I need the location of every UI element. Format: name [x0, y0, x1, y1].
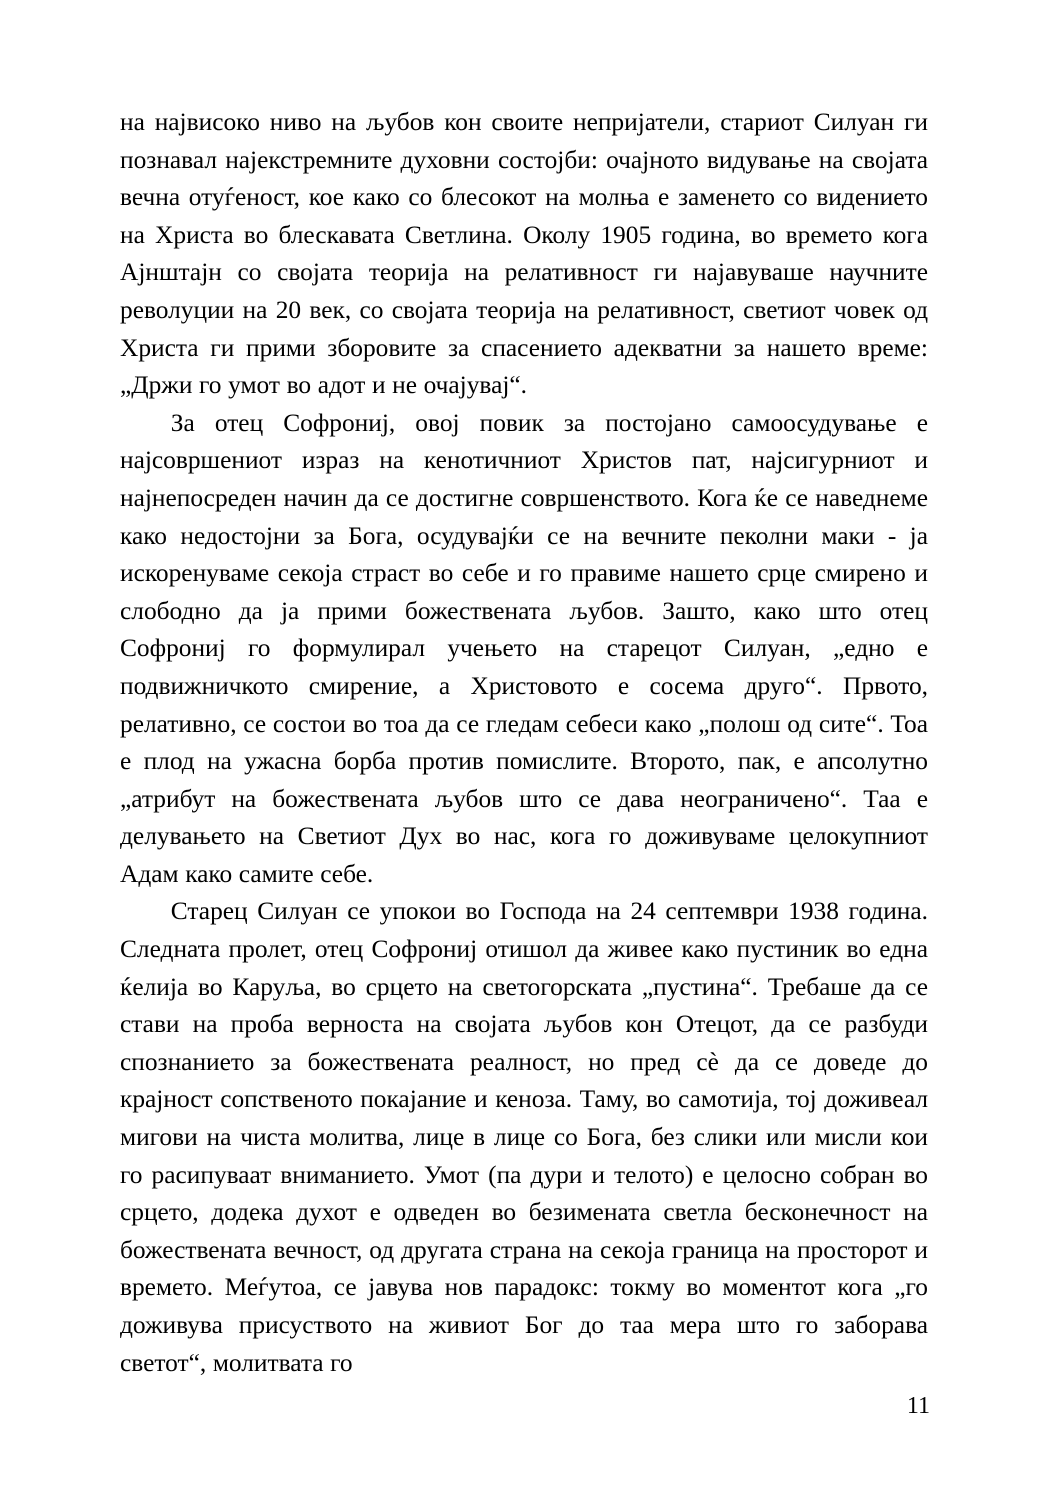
paragraph-1: на највисоко ниво на љубов кон своите непријатели, стариот Силуан ги познавал најекстремните духовни состојби: очајното видување на својата вечна отуѓеност, кое како со блесокот на молња е заменето со видението на Христа во блескавата Светлина. Околу 1905 година, во времето кога Ајнштајн со својата теорија на релативност ги најавуваше научните револуции на 20 век, со својата теорија на релативност, светиот човек од Христа ги прими зборовите за спасението адекватни за нашето време: „Држи го умот во адот и не очајувај“.: [120, 108, 928, 400]
paragraph-3: Старец Силуан се упокои во Господа на 24 септември 1938 година. Следната пролет, отец Софрониј отишол да живее како пустиник во една ќелија во Каруља, во срцето на светогорската „пустина“. Требаше да се стави на проба верноста на својата љубов кон Отецот, да се разбуди спознанието за божествената реалност, но пред сѐ да се доведе до крајност сопственото покајание и кеноза. Таму, во самотија, тој доживеал мигови на чиста молитва, лице в лице со Бога, без слики или мисли кои го расипуваат вниманието. Умот (па дури и телото) е целосно собран во срцето, додека духот е одведен во безимената светла бесконечност на божествената вечност, од другата страна на секоја граница на просторот и времето. Меѓутоа, се јавува нов парадокс: токму во моментот кога „го доживува присуството на живиот Бог до таа мера што го заборава светот“, молитвата го: [120, 897, 928, 1377]
body-text: [120, 104, 928, 1382]
paragraph-2: За отец Софрониј, овој повик за постојано самоосудување е најсовршениот израз на кенотичниот Христов пат, најсигурниот и најнепосреден начин да се достигне совршенството. Кога ќе се наведнеме како недостојни за Бога, осудувајќи се на вечните пеколни маки - ја искоренуваме секоја страст во себе и го правиме нашето срце смирено и слободно да ја прими божествената љубов. Зашто, како што отец Софрониј го формулирал учењето на старецот Силуан, „едно е подвижничкото смирение, а Христовото е сосема друго“. Првото, релативно, се состои во тоа да се гледам себеси како „полош од сите“. Тоа е плод на ужасна борба против помислите. Второто, пак, е апсолутно „атрибут на божествената љубов што се дава неограничено“. Таа е делувањето на Светиот Дух во нас, кога го доживуваме целокупниот Адам како самите себе.: [120, 408, 928, 888]
page-number: 11: [906, 1393, 930, 1419]
